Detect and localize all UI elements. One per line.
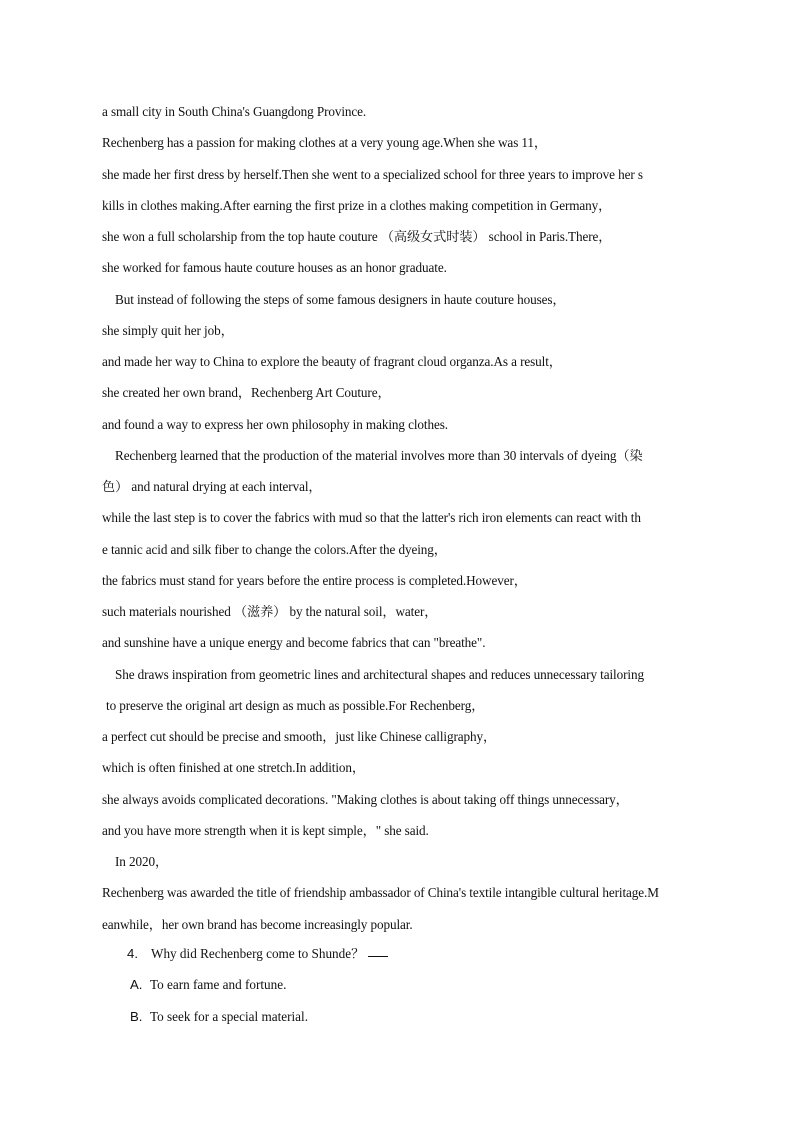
question-4 — [127, 942, 687, 1036]
paragraph-start: Rechenberg learned that the production of the material involves more than 30 intervals of dyeing（染 — [115, 447, 643, 463]
paragraph-start: In 2020， — [115, 854, 169, 869]
passage-text — [102, 100, 702, 944]
passage-line: she simply quit her job， — [102, 322, 234, 338]
passage-line: kills in clothes making.After earning the first prize in a clothes making competition in Germany， — [102, 197, 612, 213]
passage-line: such materials nourished （滋养） by the natural soil，water， — [102, 604, 438, 619]
option-text: To earn fame and fortune. — [150, 977, 287, 993]
question-text: Why did Rechenberg come to Shunde？ — [151, 946, 365, 961]
passage-line: and sunshine have a unique energy and become fabrics that can "breathe". — [102, 635, 486, 651]
passage-line: the fabrics must stand for years before the entire process is completed.However， — [102, 572, 527, 588]
option-text: To seek for a special material. — [150, 1008, 308, 1024]
passage-line: she worked for famous haute couture houses as an honor graduate. — [102, 260, 447, 276]
passage-line: which is often finished at one stretch.In addition， — [102, 760, 365, 776]
passage-line: she created her own brand，Rechenberg Art Couture， — [102, 385, 391, 401]
passage-line: a perfect cut should be precise and smooth，just like Chinese calligraphy， — [102, 729, 497, 744]
passage-line: she made her first dress by herself.Then she went to a specialized school for three years to improve her s — [102, 166, 643, 182]
paragraph-start: But instead of following the steps of some famous designers in haute couture houses， — [115, 291, 566, 307]
passage-line: Rechenberg was awarded the title of friendship ambassador of China's textile intangible cultural heritage.M — [102, 885, 659, 901]
passage-line: 色） and natural drying at each interval， — [102, 479, 322, 494]
passage-line: a small city in South China's Guangdong Province. — [102, 104, 367, 119]
option-a[interactable] — [127, 973, 687, 1004]
question-stem — [127, 942, 687, 973]
passage-line: she always avoids complicated decorations. "Making clothes is about taking off things unnecessary， — [102, 791, 629, 807]
option-letter: A. — [130, 977, 143, 993]
passage-line: she won a full scholarship from the top haute couture （高级女式时装） school in Paris.There， — [102, 229, 612, 244]
passage-line: e tannic acid and silk fiber to change the colors.After the dyeing， — [102, 541, 447, 557]
passage-line: and made her way to China to explore the beauty of fragrant cloud organza.As a result， — [102, 354, 562, 369]
option-letter: B. — [130, 1008, 143, 1024]
answer-blank[interactable] — [368, 942, 388, 957]
passage-line: and you have more strength when it is kept simple，" she said. — [102, 822, 429, 838]
paragraph-start: She draws inspiration from geometric lines and architectural shapes and reduces unnecessary tailoring — [115, 666, 644, 682]
passage-line: to preserve the original art design as much as possible.For Rechenberg， — [106, 697, 485, 713]
option-b[interactable] — [127, 1005, 687, 1036]
passage-line: eanwhile，her own brand has become increasingly popular. — [102, 916, 413, 932]
passage-line: and found a way to express her own philosophy in making clothes. — [102, 416, 448, 432]
question-number: 4. — [127, 946, 138, 961]
passage-line: Rechenberg has a passion for making clothes at a very young age.When she was 11， — [102, 135, 548, 151]
passage-line: while the last step is to cover the fabrics with mud so that the latter's rich iron elements can react with th — [102, 510, 641, 526]
